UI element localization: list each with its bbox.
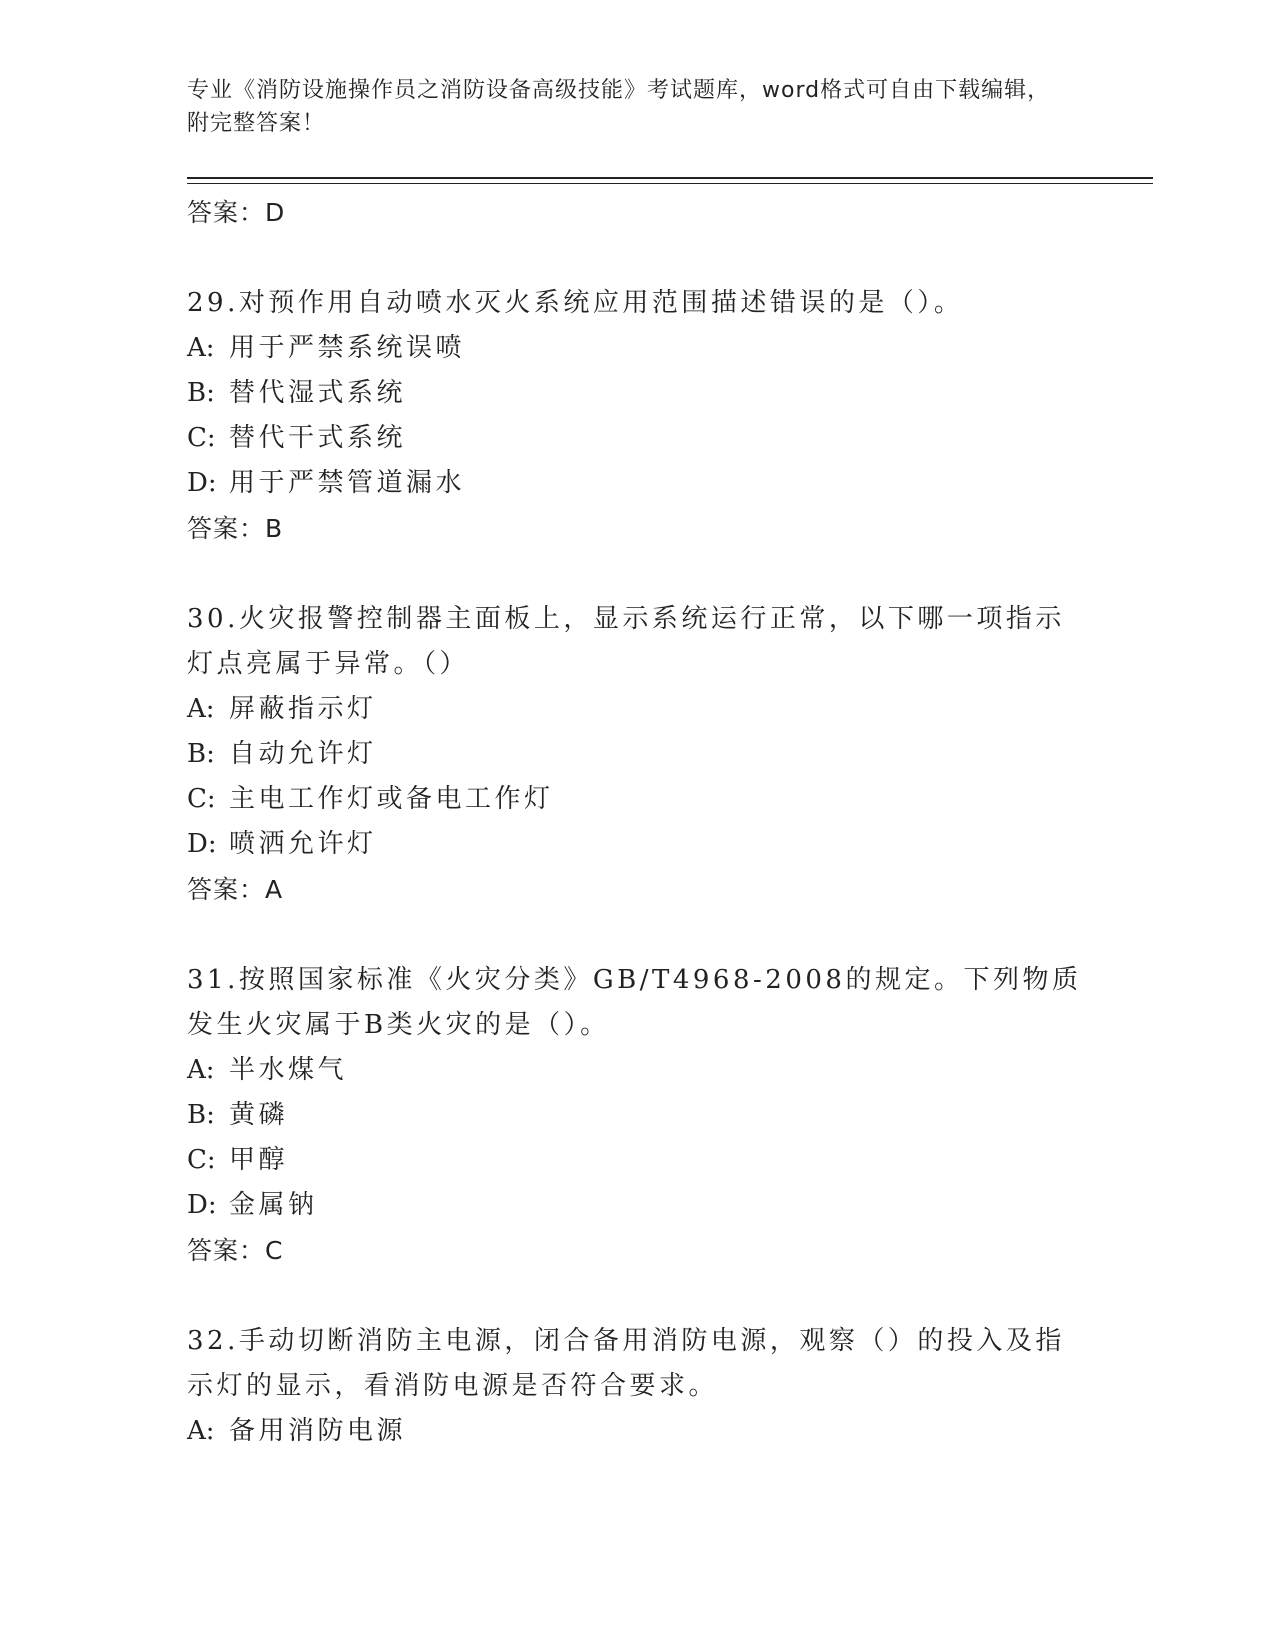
option-letter: B: bbox=[187, 739, 215, 769]
option-text: 替代湿式系统 bbox=[229, 378, 407, 408]
option-c bbox=[187, 1138, 1087, 1183]
option-text: 金属钠 bbox=[229, 1190, 318, 1220]
option-letter: C: bbox=[187, 784, 216, 814]
option-letter: A: bbox=[187, 694, 215, 724]
option-d bbox=[187, 461, 1087, 506]
question-text: 29.对预作用自动喷水灭火系统应用范围描述错误的是（）。 bbox=[187, 288, 964, 318]
option-text: 替代干式系统 bbox=[229, 423, 407, 453]
option-text: 主电工作灯或备电工作灯 bbox=[229, 784, 554, 814]
answer-line: 答案：B bbox=[187, 514, 284, 543]
question-block bbox=[187, 958, 1087, 1274]
option-letter: B: bbox=[187, 378, 215, 408]
option-b bbox=[187, 1093, 1087, 1138]
option-text: 自动允许灯 bbox=[229, 739, 377, 769]
option-d bbox=[187, 1183, 1087, 1228]
option-letter: C: bbox=[187, 423, 216, 453]
option-a bbox=[187, 326, 1087, 371]
option-d bbox=[187, 822, 1087, 867]
option-text: 用于严禁系统误喷 bbox=[229, 333, 466, 363]
option-letter: A: bbox=[187, 333, 215, 363]
option-text: 用于严禁管道漏水 bbox=[229, 468, 466, 498]
option-text: 喷洒允许灯 bbox=[229, 829, 377, 859]
question-text: 31.按照国家标准《火灾分类》GB/T4968-2008的规定。下列物质发生火灾属于B类火灾的是（）。 bbox=[187, 965, 1082, 1040]
answer-line: 答案：C bbox=[187, 1236, 284, 1265]
option-letter: B: bbox=[187, 1100, 215, 1130]
answer-line: 答案：D bbox=[187, 198, 286, 227]
page-header: 专业《消防设施操作员之消防设备高级技能》考试题库，word格式可自由下载编辑，附完整答案！ bbox=[187, 78, 1051, 136]
option-text: 半水煤气 bbox=[229, 1055, 348, 1085]
option-a bbox=[187, 687, 1087, 732]
option-b bbox=[187, 732, 1087, 777]
option-text: 屏蔽指示灯 bbox=[229, 694, 377, 724]
header-rule-thin bbox=[187, 183, 1153, 184]
option-letter: A: bbox=[187, 1416, 215, 1446]
option-text: 黄磷 bbox=[229, 1100, 289, 1130]
question-list bbox=[187, 190, 1087, 1454]
option-c bbox=[187, 416, 1087, 461]
answer-line: 答案：A bbox=[187, 875, 284, 904]
question-text: 32.手动切断消防主电源，闭合备用消防电源，观察（）的投入及指示灯的显示，看消防电源是否符合要求。 bbox=[187, 1326, 1065, 1401]
question-block bbox=[187, 597, 1087, 913]
option-letter: D: bbox=[187, 468, 217, 498]
option-a bbox=[187, 1409, 1087, 1454]
question-block bbox=[187, 281, 1087, 552]
option-letter: D: bbox=[187, 1190, 217, 1220]
option-c bbox=[187, 777, 1087, 822]
option-letter: D: bbox=[187, 829, 217, 859]
option-letter: C: bbox=[187, 1145, 216, 1175]
option-text: 备用消防电源 bbox=[229, 1416, 407, 1446]
header-rule-thick bbox=[187, 177, 1153, 179]
option-letter: A: bbox=[187, 1055, 215, 1085]
option-a bbox=[187, 1048, 1087, 1093]
option-text: 甲醇 bbox=[229, 1145, 289, 1175]
question-text: 30.火灾报警控制器主面板上，显示系统运行正常，以下哪一项指示灯点亮属于异常。（） bbox=[187, 604, 1065, 679]
question-block bbox=[187, 1319, 1087, 1454]
option-b bbox=[187, 371, 1087, 416]
